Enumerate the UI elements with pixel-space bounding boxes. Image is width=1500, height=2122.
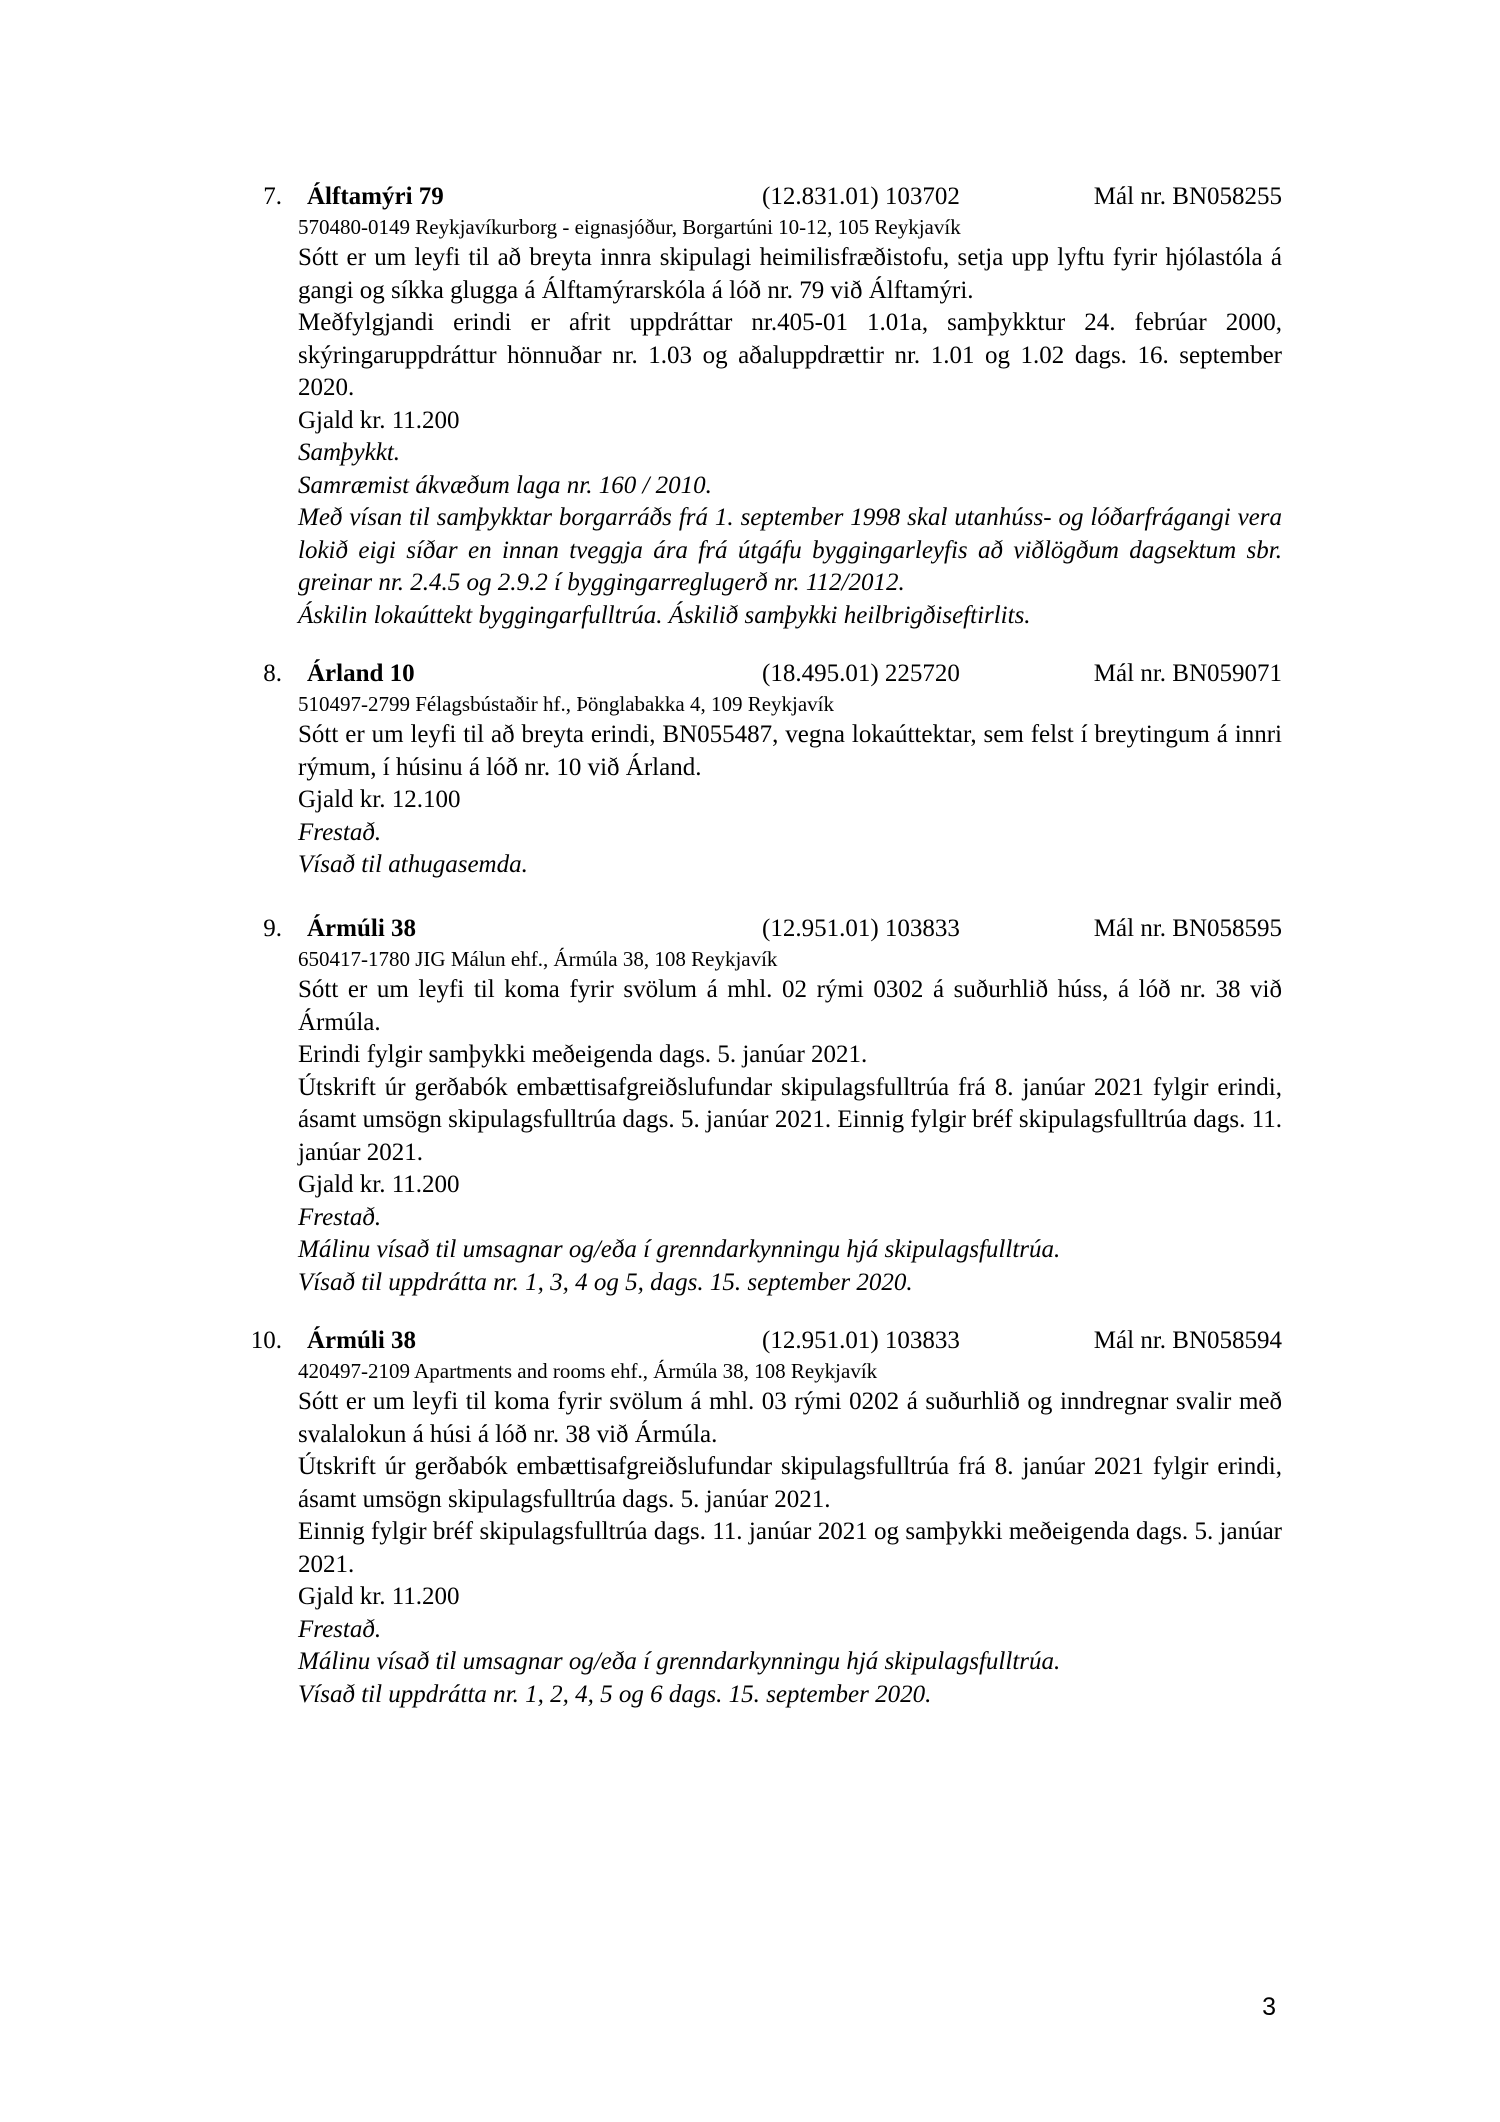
- item-header: [0, 913, 1500, 945]
- item-attachments: Einnig fylgir bréf skipulagsfulltrúa dags. 11. janúar 2021 og samþykki meðeigenda dags. 5. janúar 2021.: [298, 1518, 1282, 1578]
- item-description: Sótt er um leyfi til koma fyrir svölum á mhl. 02 rými 0302 á suðurhlið húss, á lóð nr. 38 við Ármúla.: [298, 976, 1282, 1036]
- item-attachments: Útskrift úr gerðabók embættisafgreiðslufundar skipulagsfulltrúa frá 8. janúar 2021 fylgir erindi, ásamt umsögn skipulagsfulltrúa dags. 5. janúar 2021.: [298, 1453, 1282, 1513]
- item-header: [0, 181, 1500, 213]
- item-number: 9.: [263, 915, 282, 942]
- item-fee: Gjald kr. 11.200: [298, 406, 460, 434]
- item-decision: Frestað.: [298, 818, 382, 846]
- item-body: [298, 1357, 1282, 1711]
- item-attachments: Útskrift úr gerðabók embættisafgreiðslufundar skipulagsfulltrúa frá 8. janúar 2021 fylgir erindi, ásamt umsögn skipulagsfulltrúa dags. 5. janúar 2021. Einnig fylgir bréf skipulagsfulltrúa dags. 11. janúar 2021.: [298, 1073, 1282, 1166]
- item-attachments: Erindi fylgir samþykki meðeigenda dags. 5. janúar 2021.: [298, 1041, 868, 1068]
- item-title: Álftamýri 79: [307, 183, 444, 210]
- item-note: Samræmist ákvæðum laga nr. 160 / 2010.: [298, 471, 712, 499]
- item-description: Sótt er um leyfi til að breyta innra skipulagi heimilisfræðistofu, setja upp lyftu fyrir hjólastóla á gangi og síkka glugga á Álftamýrarskóla á lóð nr. 79 við Álftamýri.: [298, 244, 1282, 304]
- item-case-number: Mál nr. BN058594: [1093, 1327, 1282, 1354]
- agenda-item-9: [0, 913, 1500, 1299]
- item-case-number: Mál nr. BN058595: [1093, 915, 1282, 942]
- item-case-number: Mál nr. BN059071: [1093, 660, 1282, 687]
- item-note: Vísað til uppdrátta nr. 1, 3, 4 og 5, dags. 15. september 2020.: [298, 1268, 913, 1296]
- item-land-reference: (12.831.01) 103702: [762, 183, 960, 210]
- agenda-item-8: [0, 658, 1500, 882]
- item-title: Árland 10: [307, 660, 415, 687]
- item-note: Áskilin lokaúttekt byggingarfulltrúa. Áskilið samþykki heilbrigðiseftirlits.: [298, 601, 1031, 629]
- item-applicant: 570480-0149 Reykjavíkurborg - eignasjóður, Borgartúni 10-12, 105 Reykjavík: [298, 215, 961, 239]
- item-description: Sótt er um leyfi til koma fyrir svölum á mhl. 03 rými 0202 á suðurhlið og inndregnar svalir með svalalokun á húsi á lóð nr. 38 við Ármúla.: [298, 1388, 1282, 1448]
- item-body: [298, 945, 1282, 1299]
- item-title: Ármúli 38: [307, 1327, 417, 1354]
- item-number: 10.: [250, 1327, 282, 1354]
- item-header: [0, 1325, 1500, 1357]
- item-attachments: Meðfylgjandi erindi er afrit uppdráttar nr.405-01 1.01a, samþykktur 24. febrúar 2000, skýringaruppdráttur hönnuðar nr. 1.03 og aðaluppdrættir nr. 1.01 og 1.02 dags. 16. september 2020.: [298, 309, 1282, 401]
- item-description: Sótt er um leyfi til að breyta erindi, BN055487, vegna lokaúttektar, sem felst í breytingum á innri rýmum, í húsinu á lóð nr. 10 við Árland.: [298, 721, 1282, 781]
- item-fee: Gjald kr. 12.100: [298, 786, 461, 813]
- item-applicant: 420497-2109 Apartments and rooms ehf., Ármúla 38, 108 Reykjavík: [298, 1359, 878, 1383]
- item-note: Málinu vísað til umsagnar og/eða í grenndarkynningu hjá skipulagsfulltrúa.: [298, 1648, 1061, 1675]
- item-fee: Gjald kr. 11.200: [298, 1171, 460, 1198]
- item-body: [298, 213, 1282, 632]
- item-title: Ármúli 38: [307, 915, 417, 942]
- item-note: Með vísan til samþykktar borgarráðs frá 1. september 1998 skal utanhúss- og lóðarfrágangi vera lokið eigi síðar en innan tveggja ára frá útgáfu byggingarleyfis að viðlögðum dagsektum sbr. greinar nr. 2.4.5 og 2.9.2 í byggingarreglugerð nr. 112/2012.: [298, 504, 1282, 596]
- item-number: 8.: [263, 660, 282, 687]
- item-number: 7.: [263, 183, 282, 210]
- agenda-item-10: [0, 1325, 1500, 1711]
- item-applicant: 510497-2799 Félagsbústaðir hf., Þönglabakka 4, 109 Reykjavík: [298, 692, 835, 716]
- agenda-item-7: [0, 181, 1500, 632]
- item-note: Vísað til uppdrátta nr. 1, 2, 4, 5 og 6 dags. 15. september 2020.: [298, 1680, 932, 1708]
- item-body: [298, 690, 1282, 882]
- item-land-reference: (12.951.01) 103833: [762, 1327, 960, 1354]
- item-fee: Gjald kr. 11.200: [298, 1583, 460, 1610]
- item-header: [0, 658, 1500, 690]
- item-decision: Frestað.: [298, 1615, 382, 1643]
- item-decision: Samþykkt.: [298, 439, 401, 466]
- item-applicant: 650417-1780 JIG Málun ehf., Ármúla 38, 108 Reykjavík: [298, 947, 778, 971]
- item-land-reference: (18.495.01) 225720: [762, 660, 960, 687]
- item-case-number: Mál nr. BN058255: [1093, 183, 1282, 210]
- item-note: Málinu vísað til umsagnar og/eða í grenndarkynningu hjá skipulagsfulltrúa.: [298, 1236, 1061, 1263]
- item-land-reference: (12.951.01) 103833: [762, 915, 960, 942]
- item-decision: Frestað.: [298, 1203, 382, 1231]
- item-note: Vísað til athugasemda.: [298, 851, 528, 878]
- page-number: 3: [1262, 1993, 1276, 2021]
